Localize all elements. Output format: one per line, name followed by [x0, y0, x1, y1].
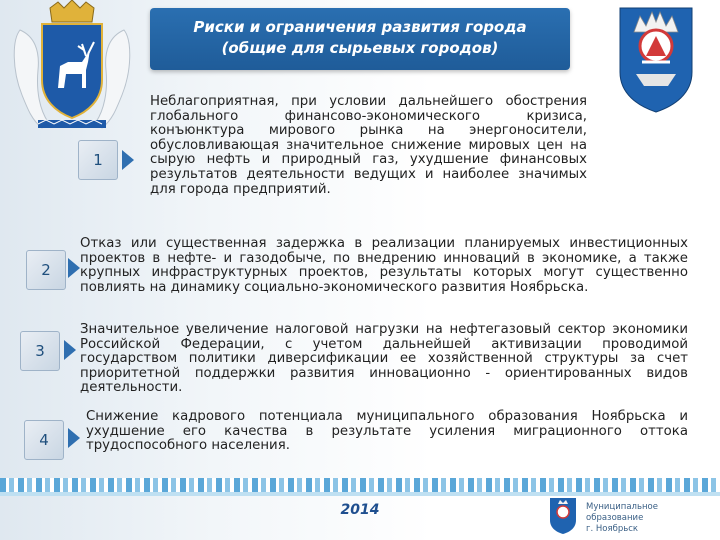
item-number-2: 2 — [26, 250, 66, 290]
arrow-right-icon — [64, 340, 76, 360]
footer-org-line-2: г. Ноябрьск — [586, 524, 639, 534]
footer-divider — [0, 492, 720, 496]
noyabrsk-coat-of-arms-icon — [612, 2, 700, 114]
item-number-1: 1 — [78, 140, 118, 180]
yamal-coat-of-arms-icon — [2, 0, 142, 140]
footer-organization — [586, 502, 706, 535]
arrow-right-icon — [68, 428, 80, 448]
risk-item-3-text: Значительное увеличение налоговой нагрузки на нефтегазовый сектор экономики Российской Федерации, с учетом дальнейшей активизации проводимой государством политики диверсификации ее хозяйственной структуры за счет приоритетной поддержки развития инновационно - ориентированных видов деятельности. — [80, 322, 688, 396]
risk-item-2-text: Отказ или существенная задержка в реализации планируемых инвестиционных проектов в нефте- и газодобыче, по внедрению инноваций в экономике, а также крупных инфраструктурных проектов, результаты которых могут существенно повлиять на динамику социально-экономического развития Ноябрьска. — [80, 236, 688, 295]
arrow-right-icon — [68, 258, 80, 278]
risk-item-4-text: Снижение кадрового потенциала муниципального образования Ноябрьска и ухудшение его качества в результате усиления миграционного оттока трудоспособного населения. — [86, 409, 688, 454]
title-banner — [150, 8, 570, 70]
title-line-1: Риски и ограничения развития города — [193, 18, 527, 36]
footer-ornament — [0, 478, 720, 492]
footer-year: 2014 — [340, 502, 380, 518]
risk-item-1-text: Неблагоприятная, при условии дальнейшего обострения глобального финансово-экономического кризиса, конъюнктура мирового рынка на энергоносители, обусловливающая значительное снижение мировых цен на сырую нефть и природный газ, ухудшение финансовых результатов деятельности ведущих и наиболее значимых для города предприятий. — [150, 94, 587, 197]
footer-org-line-1: Муниципальное образование — [586, 502, 658, 523]
title-line-2: (общие для сырьевых городов) — [221, 39, 499, 57]
arrow-right-icon — [122, 150, 134, 170]
item-number-4: 4 — [24, 420, 64, 460]
item-number-3: 3 — [20, 331, 60, 371]
noyabrsk-coat-of-arms-icon — [548, 496, 578, 534]
